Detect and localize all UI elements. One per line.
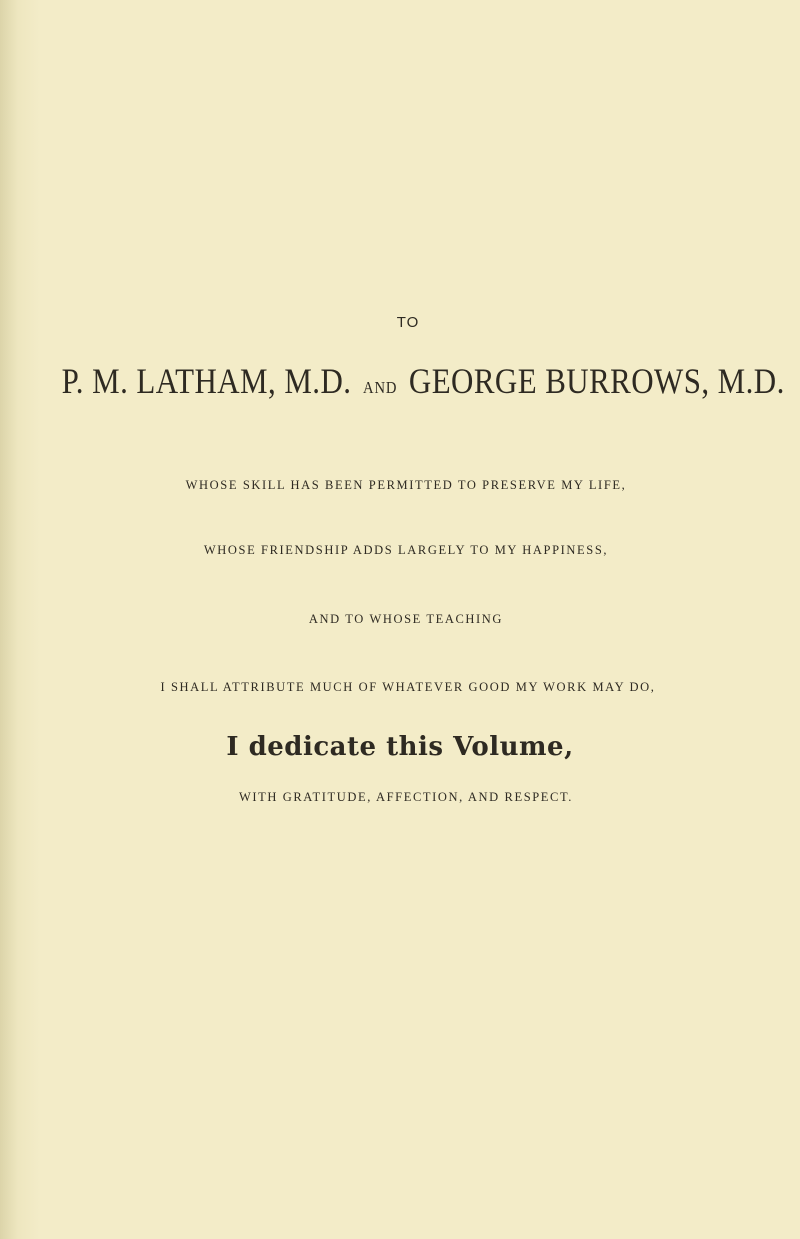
dedicatee-name-latham: P. M. LATHAM, M.D. <box>61 361 352 401</box>
dedicatee-name-burrows: GEORGE BURROWS, M.D. <box>408 361 785 401</box>
dedication-line-gratitude: WITH GRATITUDE, AFFECTION, AND RESPECT. <box>238 790 574 804</box>
dedication-to: TO <box>396 314 420 331</box>
dedication-line-attribute: I SHALL ATTRIBUTE MUCH OF WHATEVER GOOD MY WORK MAY DO, <box>160 680 656 694</box>
dedication-line-friendship: WHOSE FRIENDSHIP ADDS LARGELY TO MY HAPPINESS, <box>203 543 609 557</box>
dedicatee-conjunction: AND <box>363 378 398 397</box>
dedicatee-names <box>56 360 785 402</box>
dedicate-volume-line: I dedicate this Volume, <box>226 732 574 762</box>
dedication-line-skill: WHOSE SKILL HAS BEEN PERMITTED TO PRESERVE MY LIFE, <box>185 478 627 492</box>
dedication-line-teaching: AND TO WHOSE TEACHING <box>308 612 504 626</box>
